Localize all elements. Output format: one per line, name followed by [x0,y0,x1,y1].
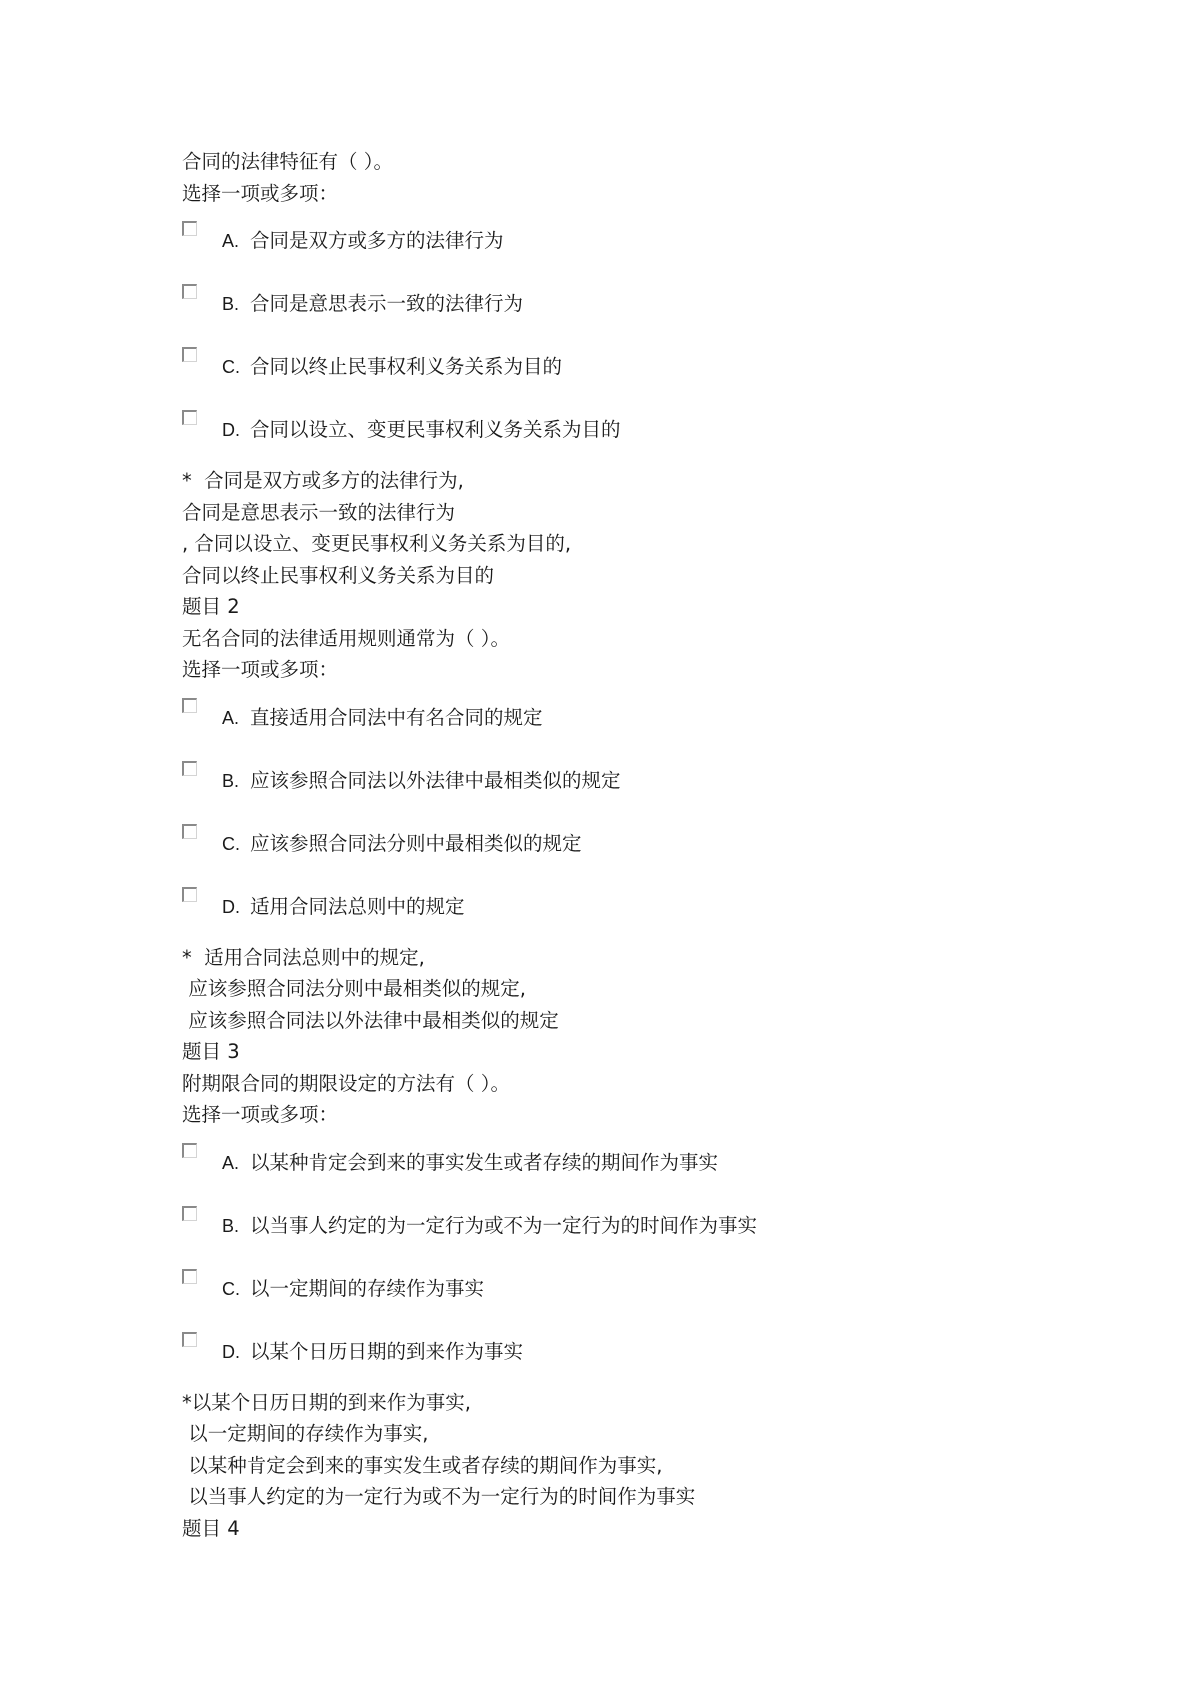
answer-line: 应该参照合同法分则中最相类似的规定, [182,977,526,1000]
checkbox-icon[interactable] [182,410,197,425]
checkbox-icon[interactable] [182,221,197,236]
checkbox-icon[interactable] [182,698,197,713]
option-label: 合同以终止民事权利义务关系为目的 [250,355,563,378]
option-b[interactable] [182,753,1082,816]
option-label: 以某个日历日期的到来作为事实 [250,1339,524,1363]
answer-line: 以当事人约定的为一定行为或不为一定行为的时间作为事实 [182,1485,696,1508]
answer-line: 以某种肯定会到来的事实发生或者存续的期间作为事实, [182,1453,663,1477]
option-label: 合同是双方或多方的法律行为 [250,229,504,252]
option-d[interactable] [182,402,1082,465]
question-2 [182,591,1082,1036]
option-label: 合同是意思表示一致的法律行为 [250,292,524,315]
answer-block [182,942,1082,1037]
option-b[interactable] [182,1198,1082,1261]
answer-line: 应该参照合同法以外法律中最相类似的规定 [182,1008,559,1032]
option-d[interactable] [182,879,1082,942]
option-label: 直接适用合同法中有名合同的规定 [250,705,543,729]
question-stem: 附期限合同的期限设定的方法有（ ）。 [182,1071,510,1095]
option-label: 合同以设立、变更民事权利义务关系为目的 [250,418,621,441]
option-letter: D. [222,420,240,440]
option-letter: C. [222,357,240,377]
option-letter: A. [222,707,240,728]
option-a[interactable] [182,213,1082,276]
next-question-title: 题目 4 [182,1516,240,1540]
checkbox-icon[interactable] [182,284,197,299]
option-a[interactable] [182,690,1082,753]
choose-prompt: 选择一项或多项： [182,181,339,205]
option-c[interactable] [182,339,1082,402]
answer-block [182,465,1082,591]
checkbox-icon[interactable] [182,1206,197,1221]
quiz-page [182,146,1082,1544]
option-letter: A. [222,1152,240,1173]
choose-prompt: 选择一项或多项： [182,658,339,681]
option-label: 以某种肯定会到来的事实发生或者存续的期间作为事实 [250,1150,719,1174]
answer-block [182,1387,1082,1513]
option-letter: C. [222,1278,240,1299]
option-label: 应该参照合同法分则中最相类似的规定 [250,831,582,855]
option-letter: D. [222,896,240,917]
option-letter: C. [222,833,240,854]
option-label: 应该参照合同法以外法律中最相类似的规定 [250,768,621,792]
answer-line: 以一定期间的存续作为事实, [182,1422,429,1445]
option-label: 以一定期间的存续作为事实 [250,1276,485,1300]
option-letter: B. [222,294,240,314]
option-letter: B. [222,770,240,791]
option-b[interactable] [182,276,1082,339]
question-3 [182,1036,1082,1513]
question-1 [182,146,1082,591]
question-title: 题目 3 [182,1040,240,1063]
option-letter: A. [222,231,240,251]
answer-line: , 合同以设立、变更民事权利义务关系为目的, [182,532,572,555]
option-d[interactable] [182,1324,1082,1387]
question-title: 题目 2 [182,595,240,618]
answer-line: 合同是意思表示一致的法律行为 [182,500,456,524]
question-stem: 合同的法律特征有（ ）。 [182,150,393,173]
option-letter: D. [222,1341,240,1362]
option-a[interactable] [182,1135,1082,1198]
answer-line: * 适用合同法总则中的规定, [182,945,425,969]
checkbox-icon[interactable] [182,1269,197,1284]
option-label: 以当事人约定的为一定行为或不为一定行为的时间作为事实 [250,1213,758,1237]
checkbox-icon[interactable] [182,824,197,839]
question-stem: 无名合同的法律适用规则通常为（ ）。 [182,626,510,650]
option-c[interactable] [182,816,1082,879]
checkbox-icon[interactable] [182,761,197,776]
option-letter: B. [222,1215,240,1236]
choose-prompt: 选择一项或多项： [182,1103,339,1126]
option-c[interactable] [182,1261,1082,1324]
option-label: 适用合同法总则中的规定 [250,894,465,918]
answer-line: *以某个日历日期的到来作为事实, [182,1390,471,1414]
checkbox-icon[interactable] [182,1143,197,1158]
checkbox-icon[interactable] [182,347,197,362]
answer-line: * 合同是双方或多方的法律行为, [182,469,464,492]
checkbox-icon[interactable] [182,887,197,902]
checkbox-icon[interactable] [182,1332,197,1347]
answer-line: 合同以终止民事权利义务关系为目的 [182,563,495,587]
